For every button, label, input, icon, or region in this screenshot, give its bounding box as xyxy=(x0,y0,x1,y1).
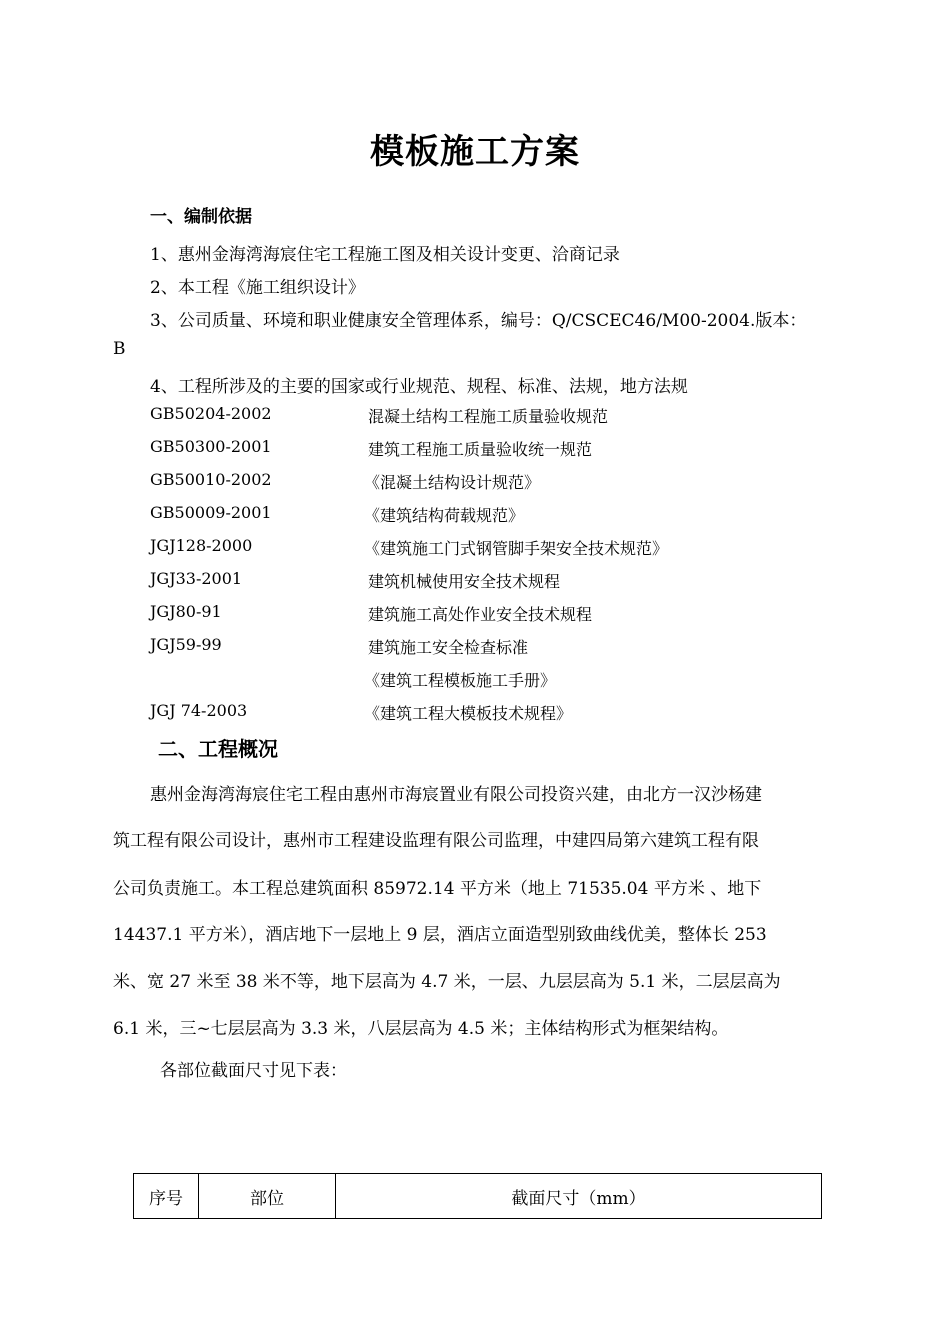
section-heading-overview: 二、工程概况 xyxy=(158,737,278,761)
standard-code: JGJ80-91 xyxy=(150,602,222,621)
standard-code: JGJ59-99 xyxy=(150,635,222,654)
section-dimension-table xyxy=(133,1173,822,1219)
standard-code: JGJ 74-2003 xyxy=(150,701,248,720)
page-title: 模板施工方案 xyxy=(370,132,580,172)
standard-code: JGJ128-2000 xyxy=(150,536,253,555)
table-header-part: 部位 xyxy=(199,1174,336,1219)
overview-paragraph-line: 14437.1 平方米），酒店地下一层地上 9 层，酒店立面造型别致曲线优美，整体长 253 xyxy=(113,925,767,945)
table-header-index: 序号 xyxy=(134,1174,199,1219)
standard-name: 建筑工程施工质量验收统一规范 xyxy=(368,440,593,459)
section-heading-basis: 一、编制依据 xyxy=(150,207,252,227)
basis-item-4: 4、工程所涉及的主要的国家或行业规范、规程、标准、法规，地方法规 xyxy=(150,377,688,397)
basis-item-2: 2、本工程《施工组织设计》 xyxy=(150,278,365,298)
standard-name: 《建筑施工门式钢管脚手架安全技术规范》 xyxy=(364,539,669,558)
standard-name: 《建筑工程大模板技术规程》 xyxy=(364,704,573,723)
table-header-dimension: 截面尺寸（mm） xyxy=(336,1174,822,1219)
standard-name: 建筑机械使用安全技术规程 xyxy=(368,572,561,591)
standard-code: GB50009-2001 xyxy=(150,503,272,522)
table-intro: 各部位截面尺寸见下表： xyxy=(160,1061,347,1081)
standard-name: 混凝土结构工程施工质量验收规范 xyxy=(368,407,609,426)
basis-item-3: 3、公司质量、环境和职业健康安全管理体系，编号：Q/CSCEC46/M00-2004.版本： xyxy=(150,311,807,331)
standard-name: 《混凝土结构设计规范》 xyxy=(364,473,541,492)
standard-name: 《建筑工程模板施工手册》 xyxy=(364,671,557,690)
basis-item-3-continued: B xyxy=(113,339,126,359)
overview-paragraph-line: 筑工程有限公司设计，惠州市工程建设监理有限公司监理，中建四局第六建筑工程有限 xyxy=(113,831,759,851)
overview-paragraph-line: 惠州金海湾海宸住宅工程由惠州市海宸置业有限公司投资兴建，由北方一汉沙杨建 xyxy=(150,785,762,805)
standard-code: GB50300-2001 xyxy=(150,437,272,456)
table-header-row xyxy=(134,1174,822,1219)
overview-paragraph-line: 米、宽 27 米至 38 米不等，地下层高为 4.7 米，一层、九层层高为 5.1 米，二层层高为 xyxy=(113,972,781,992)
overview-paragraph-line: 公司负责施工。本工程总建筑面积 85972.14 平方米（地上 71535.04 平方米 、地下 xyxy=(113,879,762,899)
standard-name: 建筑施工安全检查标准 xyxy=(368,638,529,657)
standard-code: JGJ33-2001 xyxy=(150,569,243,588)
basis-item-1: 1、惠州金海湾海宸住宅工程施工图及相关设计变更、洽商记录 xyxy=(150,245,620,265)
standard-name: 建筑施工高处作业安全技术规程 xyxy=(368,605,593,624)
overview-paragraph-line: 6.1 米，三~七层层高为 3.3 米，八层层高为 4.5 米；主体结构形式为框架结构。 xyxy=(113,1019,729,1039)
standard-name: 《建筑结构荷载规范》 xyxy=(364,506,525,525)
standard-code: GB50204-2002 xyxy=(150,404,272,423)
standard-code: GB50010-2002 xyxy=(150,470,272,489)
